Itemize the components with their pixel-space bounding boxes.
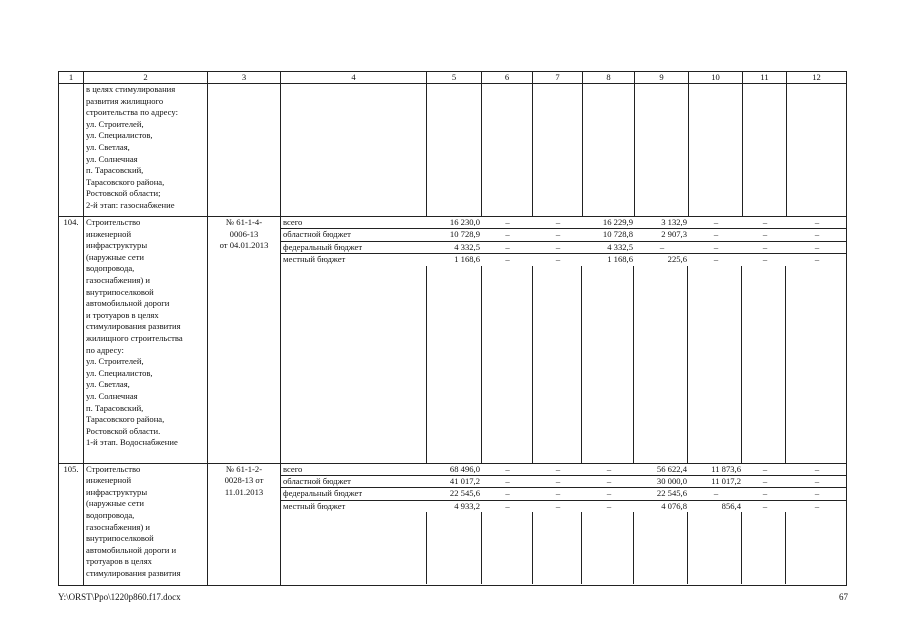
funding-row-local: местный бюджет 1 168,6 – – 1 168,6 225,6 – – – [283,254,820,265]
column-number-row [59,72,847,84]
expertise-document: № 61-1-4- 0006-13 от 04.01.2013 [208,217,281,464]
expertise-document: № 61-1-2- 0028-13 от 11.01.2013 [208,463,281,585]
table-row [59,217,847,464]
funding-row-total: всего 68 496,0 – – – 56 622,4 11 873,6 – – [281,464,847,476]
row-number: 104. [59,217,84,464]
funding-row-regional: областной бюджет 10 728,9 – – 10 728,8 2 907,3 – – – [281,229,847,241]
col-header: 11 [743,72,787,84]
col-header: 5 [427,72,482,84]
funding-row-federal: федеральный бюджет 4 332,5 – – 4 332,5 – – – – [281,241,847,253]
row-number: 105. [59,463,84,585]
funding-table [281,464,847,513]
col-header: 4 [281,72,427,84]
col-header: 10 [689,72,743,84]
budget-table [58,71,847,586]
file-path-footer: Y:\ORST\Ppo\1220p860.f17.docx [58,592,181,602]
object-description: Строительство инженерной инфраструктуры (наружные сети водопровода, газоснабжения) и внутрипоселковой автомобильной дороги и тротуаров в целях стимулирования развития жилищного строительства по адресу: ул. Строителей, ул. Специалистов, ул. Светлая, ул. Солнечная п. Тарасовский, Тарасовского района, Ростовской области. 1-й этап. Водоснабжение [84,217,208,464]
col-header: 7 [533,72,583,84]
page-number: 67 [839,592,848,602]
funding-column-rules [281,266,846,463]
funding-row-total: всего 16 230,0 – – 16 229,9 3 132,9 – – – [281,217,847,229]
funding-column-rules [281,512,846,584]
funding-block [281,463,847,585]
continuation-row [59,84,847,217]
continuation-description: в целях стимулирования развития жилищного строительства по адресу: ул. Строителей, ул. Специалистов, ул. Светлая, ул. Солнечная п. Тарасовский, Тарасовского района, Ростовской области; 2-й этап: газоснабжение [84,84,208,217]
col-header: 2 [84,72,208,84]
funding-row-federal: федеральный бюджет 22 545,6 – – – 22 545,6 – – – [281,488,847,500]
funding-row-regional: областной бюджет 41 017,2 – – – 30 000,0 11 017,2 – – [281,476,847,488]
table-row [59,463,847,585]
col-header: 6 [482,72,533,84]
col-header: 1 [59,72,84,84]
col-header: 12 [787,72,847,84]
col-header: 8 [583,72,635,84]
col-header: 9 [635,72,689,84]
funding-block [281,217,847,464]
funding-row-local: местный бюджет 4 933,2 – – – 4 076,8 856,4 – – [283,500,820,511]
col-header: 3 [208,72,281,84]
funding-table [281,217,847,266]
object-description: Строительство инженерной инфраструктуры (наружные сети водопровода, газоснабжения) и внутрипоселковой автомобильной дороги и тротуаров в целях стимулирования развития [84,463,208,585]
